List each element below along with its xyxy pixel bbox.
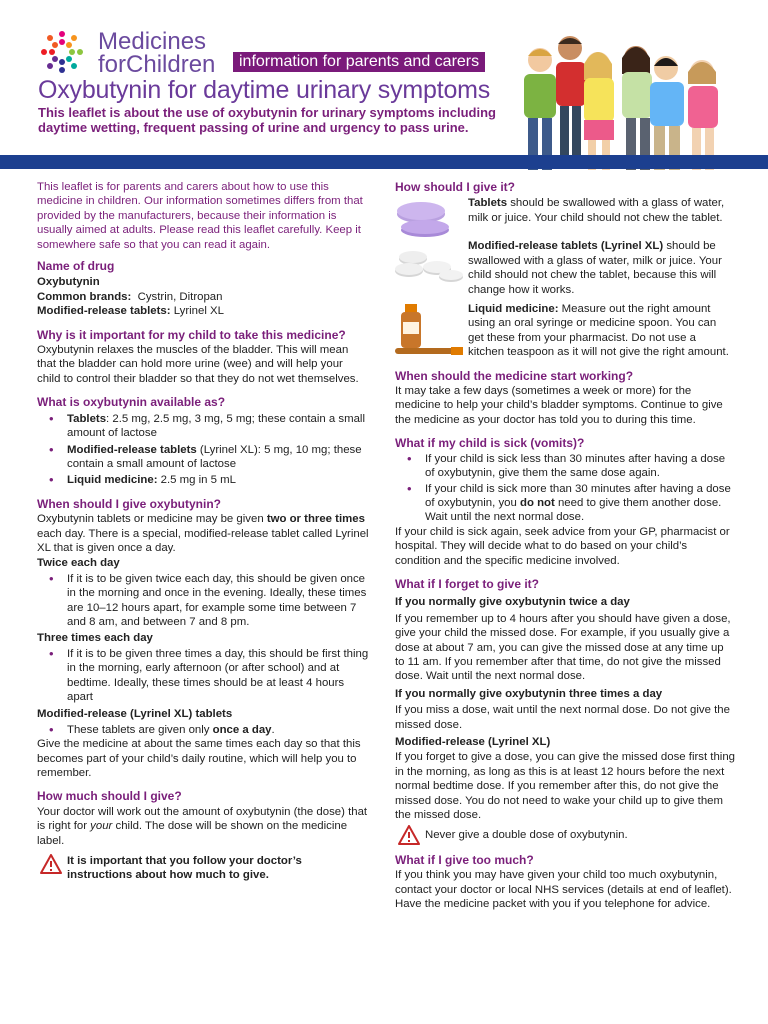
list-item: • If your child is sick more than 30 minutes after having a dose of oxybutynin, you do not need to give them another dose. Wait until the next normal dose. xyxy=(395,482,735,525)
logo-word-medicines: Medicines xyxy=(98,28,207,55)
forget-twice-heading: If you normally give oxybutynin twice a day xyxy=(395,596,630,609)
forget-three-text: If you miss a dose, wait until the next normal dose. Do not give the missed dose. xyxy=(395,704,730,731)
children-photo xyxy=(512,20,734,170)
logo-word-for: for xyxy=(98,51,127,78)
right-column xyxy=(395,180,735,911)
tablet-image xyxy=(395,198,465,238)
twice-heading: Twice each day xyxy=(37,557,120,570)
heading-name-of-drug: Name of drug xyxy=(37,259,115,274)
heading-why: Why is it important for my child to take this medicine? xyxy=(37,327,346,342)
forget-twice-text: If you remember up to 4 hours after you should have given a dose, give your child the missed dose. For example, if you usually give a dose at about 7 am, you can give the missed dose at any time up to 11 am. If you remember after that time, do not give the missed dose. Wait until the next normal dose. xyxy=(395,612,731,683)
logo-word-children: Children xyxy=(126,51,216,78)
forget-mr-heading: Modified-release (Lyrinel XL) xyxy=(395,736,551,748)
liquid-block xyxy=(395,302,735,360)
brands-label: Common brands: xyxy=(37,290,132,303)
common-brands xyxy=(37,290,369,304)
mr-heading: Modified-release (Lyrinel XL) tablets xyxy=(37,708,233,721)
intro-paragraph: This leaflet is for parents and carers about how to use this medicine in children. Our information sometimes differs from that provided by the manufacturers, because their information is usually aimed at adults. Please read this leaflet carefully. Keep it somewhere safe so that you can read it again. xyxy=(37,181,363,251)
list-item: • If it is to be given three times a day, this should be first thing in the morning, early afternoon (or after school) and at bedtime. Ideally, these times should be at least 4 hours apart xyxy=(37,647,369,705)
brands-value: Cystrin, Ditropan xyxy=(137,290,223,303)
heading-how-give: How should I give it? xyxy=(395,180,515,194)
header-band xyxy=(0,155,768,169)
forget-three-heading: If you normally give oxybutynin three times a day xyxy=(395,687,663,700)
tablets-block xyxy=(395,196,735,236)
heading-start-working: When should the medicine start working? xyxy=(395,368,634,383)
logo xyxy=(38,26,98,78)
list-item: • Liquid medicine: 2.5 mg in 5 mL xyxy=(37,473,369,487)
intro-text: This leaflet is about the use of oxybutynin for urinary symptoms including daytime wetting, frequent passing of urine and urgency to pass urine. xyxy=(38,105,496,135)
left-column xyxy=(37,180,369,883)
warning-icon xyxy=(40,854,62,874)
sick-advice: If your child is sick again, seek advice from your GP, pharmacist or hospital. They will decide what to do based on your child’s condition and the specific medicine involved. xyxy=(395,525,730,567)
heading-forget: What if I forget to give it? xyxy=(395,576,539,591)
heading-available: What is oxybutynin available as? xyxy=(37,395,226,410)
banner: information for parents and carers xyxy=(233,52,485,72)
mr-tablet-image xyxy=(395,245,465,285)
start-text: It may take a few days (sometimes a week or more) for the medicine to help your child’s bladder symptoms. Continue to give the medicine as your doctor has told you to during this time. xyxy=(395,385,723,426)
liquid-text: Liquid medicine: Measure out the right amount using an oral syringe or medicine spoon. You can get these from your pharmacist. Do not use a kitchen teaspoon as it will not give the right amount. xyxy=(468,303,729,359)
warning-text: Never give a double dose of oxybutynin. xyxy=(425,829,628,842)
list-item: • If it is to be given twice each day, this should be given once in the morning and once in the evening. Ideally, these times are 10–12 hours apart, for example some time between 7 and 8 am, and between 7 and 8 pm. xyxy=(37,572,369,630)
mr-tablets-block xyxy=(395,239,735,297)
list-item: • Modified-release tablets (Lyrinel XL): 5 mg, 10 mg; these contain a small amount of lactose xyxy=(37,443,369,472)
mr-tablets-text: Modified-release tablets (Lyrinel XL) should be swallowed with a glass of water, milk or juice. Your child should not chew the tablet, because this will change how it works. xyxy=(468,240,722,296)
mr-label: Modified-release tablets: xyxy=(37,305,171,318)
when-text: Oxybutynin tablets or medicine may be given two or three times each day. There is a special, modified-release tablet called Lyrinel XL that is given once a day. xyxy=(37,513,369,554)
list-item: • If your child is sick less than 30 minutes after having a dose of oxybutynin, give them the same dose again. xyxy=(395,452,735,481)
warning-icon xyxy=(398,825,420,845)
why-text: Oxybutynin relaxes the muscles of the bladder. This will mean that the bladder can hold more urine (wee) and will help your child to control their bladder so that they do not wet themselves. xyxy=(37,344,359,385)
list-item: • These tablets are given only once a day. xyxy=(37,723,369,737)
list-item: • Tablets: 2.5 mg, 2.5 mg, 3 mg, 5 mg; these contain a small amount of lactose xyxy=(37,412,369,441)
page-title: Oxybutynin for daytime urinary symptoms xyxy=(38,76,491,104)
mr-tablets xyxy=(37,304,369,318)
forget-mr-text: If you forget to give a dose, you can give the missed dose first thing in the morning, as long as this is at least 12 hours before the next normal bedtime dose. If you remember after this, do not give the missed dose. You do not need to wake your child up to give them the missed dose. xyxy=(395,751,736,822)
how-much-text: Your doctor will work out the amount of oxybutynin (the dose) that is right for your child. The dose will be shown on the medicine label. xyxy=(37,805,368,847)
warning-box xyxy=(395,828,735,842)
heading-too-much: What if I give too much? xyxy=(395,852,534,867)
tablets-text: Tablets should be swallowed with a glass of water, milk or juice. Your child should not chew the tablet. xyxy=(468,197,725,224)
heading-when: When should I give oxybutynin? xyxy=(37,496,222,511)
drug-name: Oxybutynin xyxy=(37,276,100,289)
routine-text: Give the medicine at about the same times each day so that this becomes part of your child’s daily routine, which will help you to remember. xyxy=(37,738,361,780)
too-much-text: If you think you may have given your child too much oxybutynin, contact your doctor or local NHS services (details at end of leaflet). Have the medicine packet with you if you telephone for advice. xyxy=(395,869,732,911)
warning-text: It is important that you follow your doctor’s instructions about how much to give. xyxy=(67,855,302,882)
logo-word-for-children xyxy=(98,53,215,77)
heading-sick: What if my child is sick (vomits)? xyxy=(395,436,585,451)
mr-value: Lyrinel XL xyxy=(173,305,224,318)
heading-how-much: How much should I give? xyxy=(37,789,182,804)
liquid-medicine-image xyxy=(395,302,465,362)
warning-box xyxy=(37,854,369,883)
three-heading: Three times each day xyxy=(37,632,153,645)
